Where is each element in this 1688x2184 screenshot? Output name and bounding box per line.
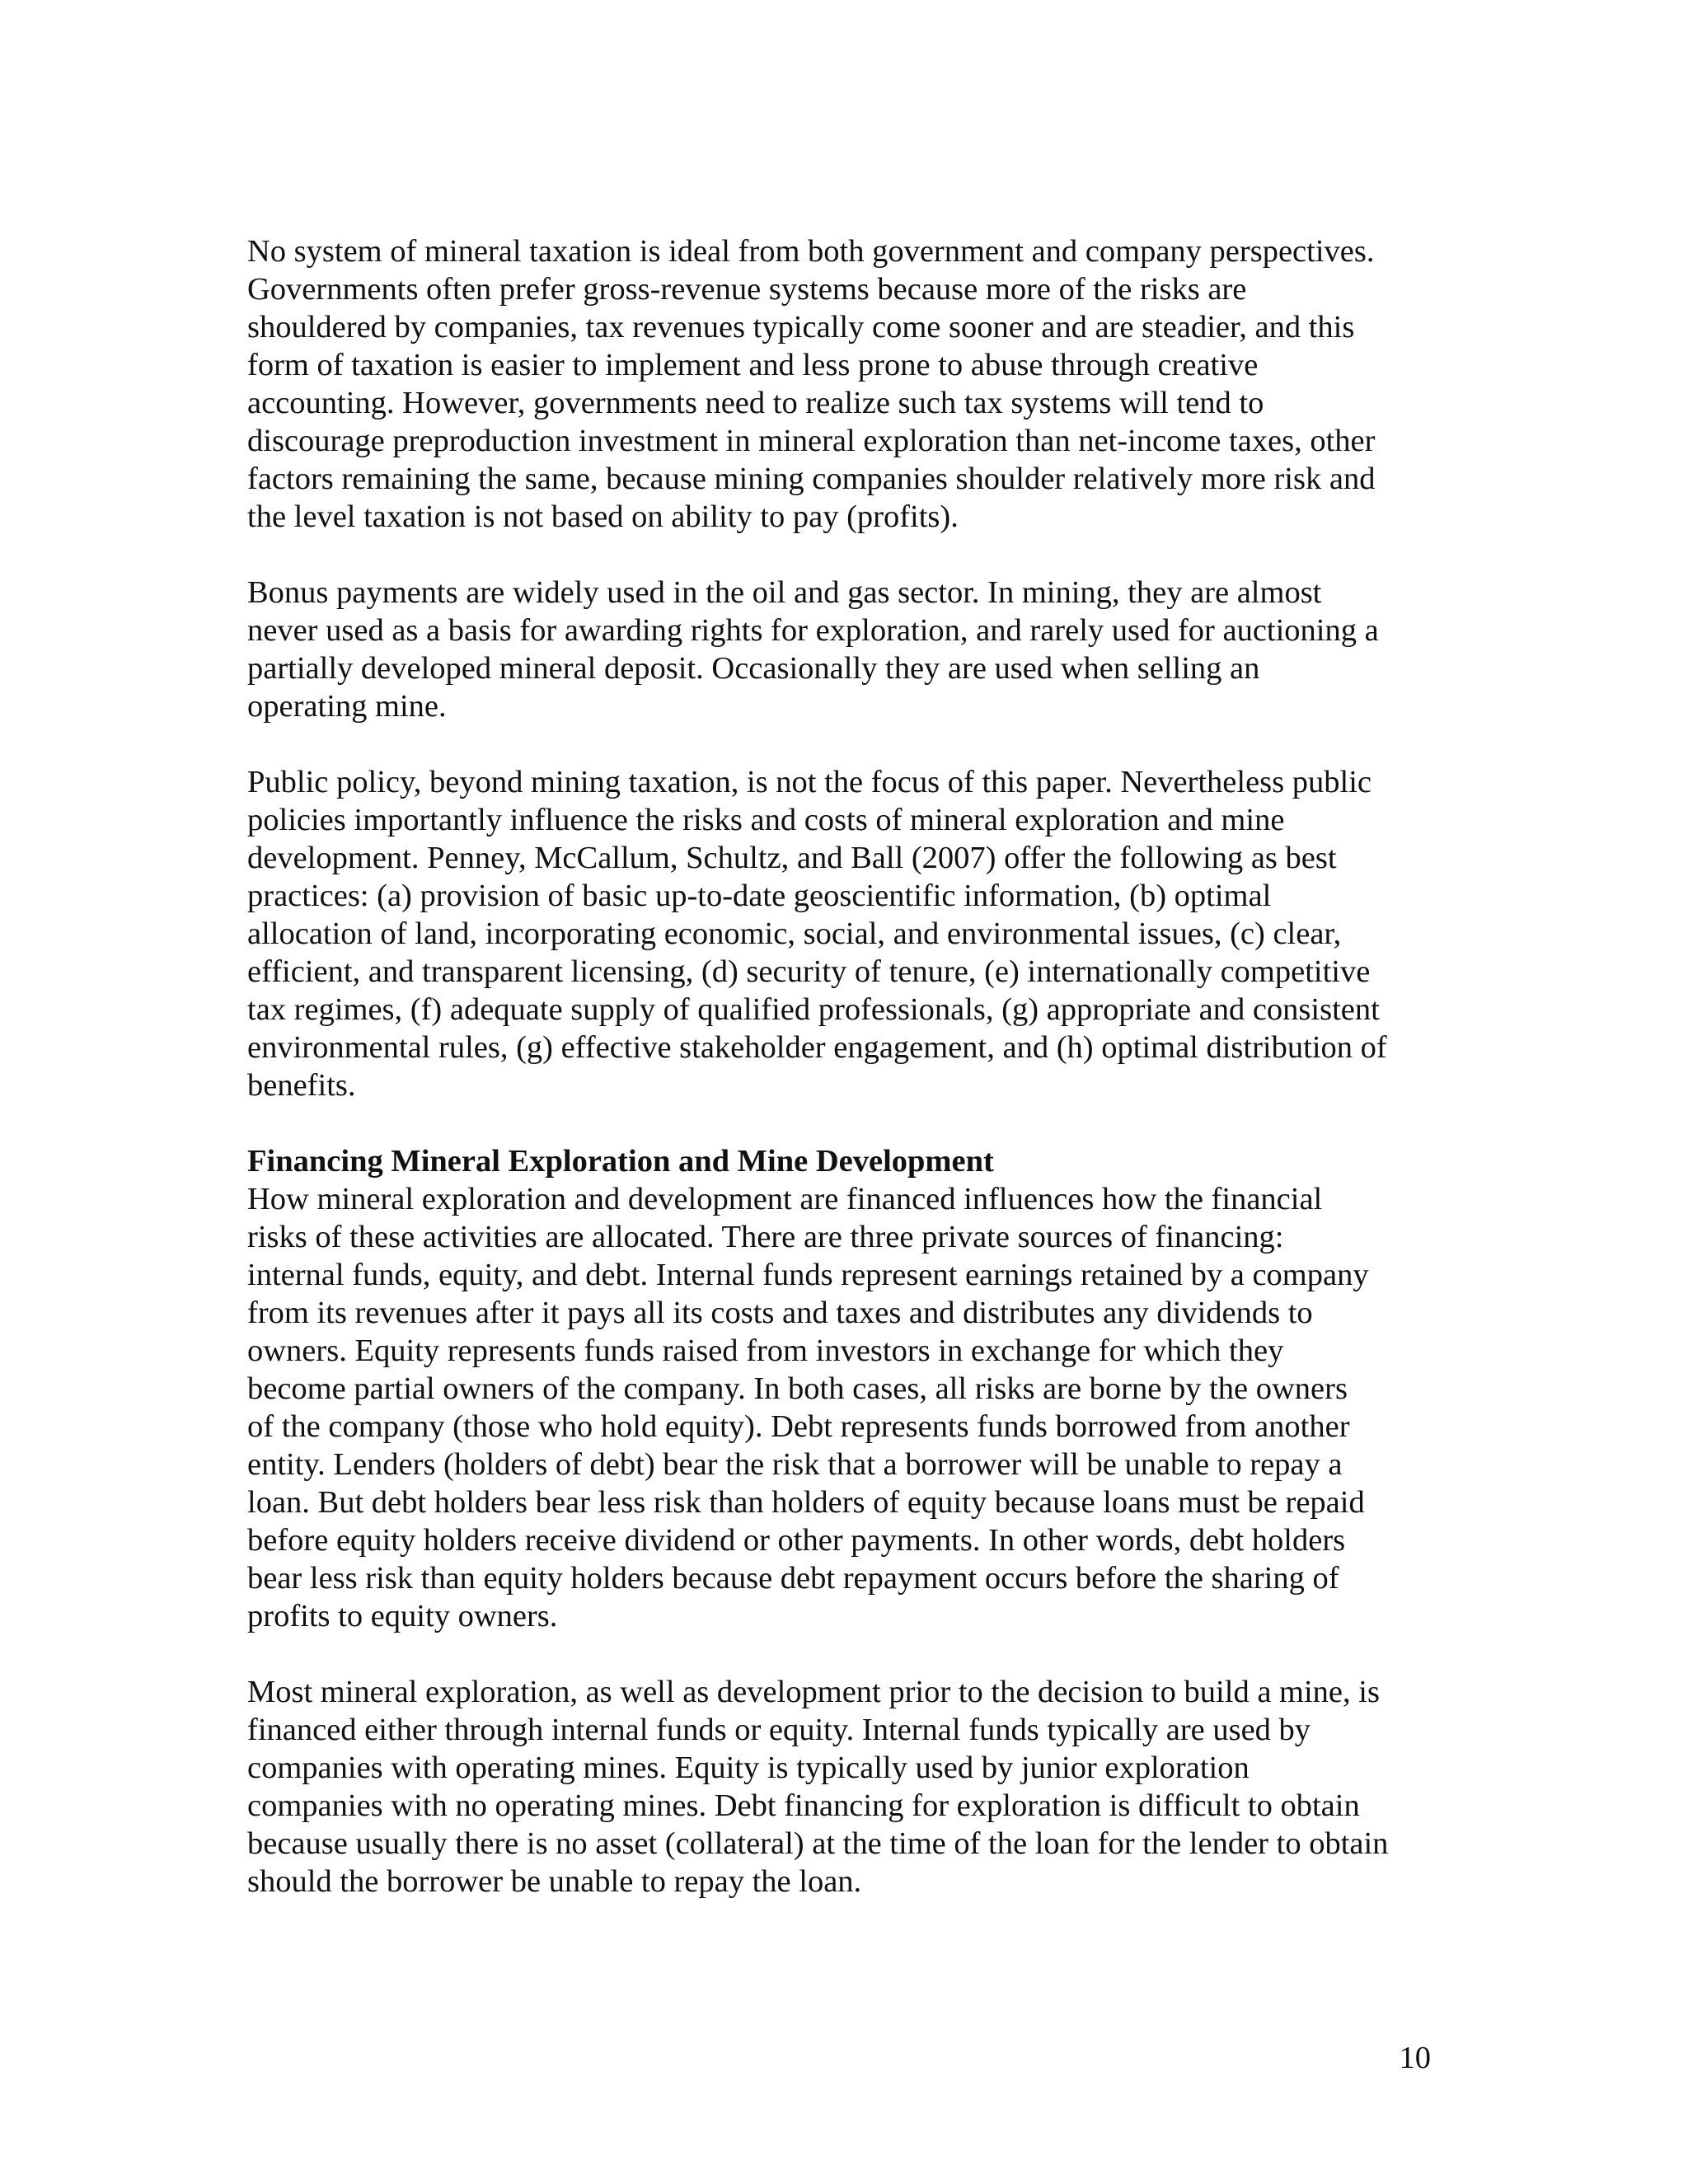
text-line: Governments often prefer gross-revenue systems because more of the risks are bbox=[247, 272, 1247, 307]
text-line: owners. Equity represents funds raised from investors in exchange for which they bbox=[247, 1333, 1284, 1368]
section-heading: Financing Mineral Exploration and Mine Development bbox=[247, 1144, 994, 1179]
text-line: bear less risk than equity holders because debt repayment occurs before the sharing of bbox=[247, 1561, 1339, 1596]
page-number: 10 bbox=[1399, 2041, 1431, 2075]
text-line: partially developed mineral deposit. Occasionally they are used when selling an bbox=[247, 651, 1260, 686]
text-line: from its revenues after it pays all its costs and taxes and distributes any dividends to bbox=[247, 1296, 1313, 1330]
text-line: benefits. bbox=[247, 1068, 356, 1103]
text-line: because usually there is no asset (collateral) at the time of the loan for the lender to obtain bbox=[247, 1826, 1389, 1861]
text-line: efficient, and transparent licensing, (d) security of tenure, (e) internationally competitive bbox=[247, 954, 1371, 989]
text-line: practices: (a) provision of basic up-to-date geoscientific information, (b) optimal bbox=[247, 879, 1272, 913]
text-line: loan. But debt holders bear less risk than holders of equity because loans must be repaid bbox=[247, 1485, 1365, 1520]
text-line: profits to equity owners. bbox=[247, 1599, 558, 1633]
paragraph-public-policy bbox=[247, 763, 1434, 1104]
text-line: entity. Lenders (holders of debt) bear the risk that a borrower will be unable to repay a bbox=[247, 1447, 1343, 1482]
text-line: companies with no operating mines. Debt financing for exploration is difficult to obtain bbox=[247, 1788, 1360, 1823]
text-line: operating mine. bbox=[247, 689, 447, 724]
text-line: before equity holders receive dividend or other payments. In other words, debt holders bbox=[247, 1523, 1346, 1558]
text-line: accounting. However, governments need to realize such tax systems will tend to bbox=[247, 386, 1264, 420]
text-line: shouldered by companies, tax revenues typically come sooner and are steadier, and this bbox=[247, 310, 1355, 344]
paragraph-mineral-taxation bbox=[247, 232, 1434, 536]
text-line: should the borrower be unable to repay the loan. bbox=[247, 1864, 862, 1899]
text-line: never used as a basis for awarding rights for exploration, and rarely used for auctioning a bbox=[247, 613, 1379, 648]
text-line: Most mineral exploration, as well as development prior to the decision to build a mine, is bbox=[247, 1675, 1380, 1709]
text-line: form of taxation is easier to implement and less prone to abuse through creative bbox=[247, 348, 1259, 382]
text-line: Bonus payments are widely used in the oil and gas sector. In mining, they are almost bbox=[247, 575, 1322, 610]
text-line: financed either through internal funds or equity. Internal funds typically are used by bbox=[247, 1713, 1311, 1747]
text-line: the level taxation is not based on ability to pay (profits). bbox=[247, 499, 959, 534]
text-line: companies with operating mines. Equity is typically used by junior exploration bbox=[247, 1750, 1250, 1785]
paragraph-financing-sources bbox=[247, 1180, 1434, 1635]
text-line: No system of mineral taxation is ideal from both government and company perspectives. bbox=[247, 234, 1375, 269]
text-line: environmental rules, (g) effective stakeholder engagement, and (h) optimal distribution of bbox=[247, 1030, 1387, 1065]
text-line: policies importantly influence the risks and costs of mineral exploration and mine bbox=[247, 803, 1285, 837]
text-line: risks of these activities are allocated. There are three private sources of financing: bbox=[247, 1220, 1284, 1254]
text-line: factors remaining the same, because mining companies shoulder relatively more risk and bbox=[247, 462, 1376, 496]
text-line: development. Penney, McCallum, Schultz, and Ball (2007) offer the following as best bbox=[247, 841, 1337, 875]
paragraph-bonus-payments bbox=[247, 574, 1434, 725]
text-line: internal funds, equity, and debt. Internal funds represent earnings retained by a company bbox=[247, 1258, 1369, 1292]
text-line: become partial owners of the company. In both cases, all risks are borne by the owners bbox=[247, 1371, 1348, 1406]
text-line: allocation of land, incorporating economic, social, and environmental issues, (c) clear, bbox=[247, 916, 1342, 951]
text-line: tax regimes, (f) adequate supply of qualified professionals, (g) appropriate and consistent bbox=[247, 992, 1380, 1027]
text-line: How mineral exploration and development are financed influences how the financial bbox=[247, 1182, 1323, 1216]
page-body bbox=[247, 232, 1434, 1938]
text-line: discourage preproduction investment in mineral exploration than net-income taxes, other bbox=[247, 424, 1376, 458]
text-line: of the company (those who hold equity). Debt represents funds borrowed from another bbox=[247, 1409, 1350, 1444]
text-line: Public policy, beyond mining taxation, is not the focus of this paper. Nevertheless public bbox=[247, 765, 1372, 799]
paragraph-exploration-financing bbox=[247, 1673, 1434, 1900]
